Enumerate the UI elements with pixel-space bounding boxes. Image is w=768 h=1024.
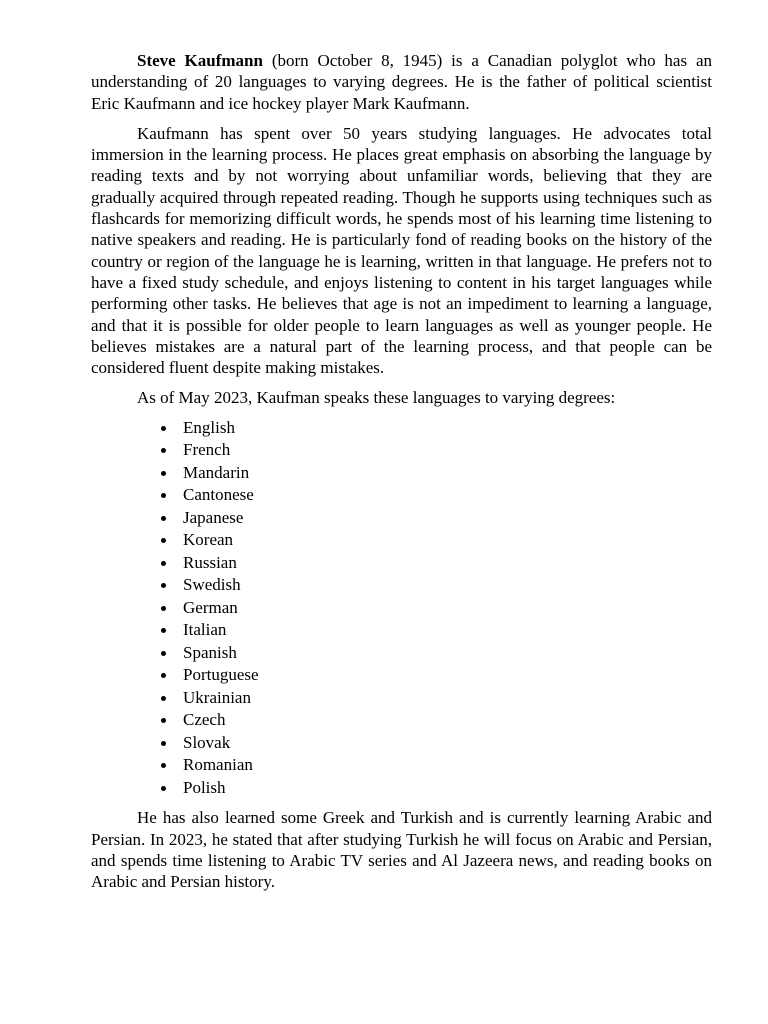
language-label: Russian bbox=[183, 552, 237, 572]
bullet-icon bbox=[161, 583, 166, 588]
current-study-paragraph: He has also learned some Greek and Turkish and is currently learning Arabic and Persian. In 2023, he stated that after studying Turkish he will focus on Arabic and Persian, and spends time listening to Arabic TV series and Al Jazeera news, and reading books on Arabic and Persian history. bbox=[91, 808, 712, 892]
bullet-icon bbox=[161, 538, 166, 543]
bullet-icon bbox=[161, 628, 166, 633]
language-label: Romanian bbox=[183, 755, 253, 775]
bullet-icon bbox=[161, 561, 166, 566]
language-label: Spanish bbox=[183, 642, 237, 662]
list-item bbox=[91, 732, 712, 755]
language-label: Swedish bbox=[183, 575, 241, 595]
list-item bbox=[91, 642, 712, 665]
bullet-icon bbox=[161, 696, 166, 701]
intro-paragraph-text: (born October 8, 1945) is a Canadian polyglot who has an understanding of 20 languages to varying degrees. He is the father of political scientist Eric Kaufmann and ice hockey player Mark Kaufmann. bbox=[91, 51, 712, 113]
list-item bbox=[91, 417, 712, 440]
bullet-icon bbox=[161, 651, 166, 656]
language-label: Czech bbox=[183, 710, 226, 730]
subject-name: Steve Kaufmann bbox=[137, 51, 263, 70]
bullet-icon bbox=[161, 448, 166, 453]
languages-intro-paragraph: As of May 2023, Kaufman speaks these languages to varying degrees: bbox=[137, 388, 616, 408]
list-item bbox=[91, 597, 712, 620]
bullet-icon bbox=[161, 741, 166, 746]
bullet-icon bbox=[161, 673, 166, 678]
language-label: Portuguese bbox=[183, 665, 259, 685]
bullet-icon bbox=[161, 763, 166, 768]
language-label: English bbox=[183, 417, 235, 437]
list-item bbox=[91, 754, 712, 777]
language-label: Mandarin bbox=[183, 462, 250, 482]
bullet-icon bbox=[161, 516, 166, 521]
language-label: French bbox=[183, 440, 231, 460]
list-item bbox=[91, 777, 712, 800]
bullet-icon bbox=[161, 786, 166, 791]
bullet-icon bbox=[161, 606, 166, 611]
list-item bbox=[91, 507, 712, 530]
list-item bbox=[91, 552, 712, 575]
bullet-icon bbox=[161, 426, 166, 431]
languages-list bbox=[91, 417, 712, 800]
list-item bbox=[91, 687, 712, 710]
list-item bbox=[91, 709, 712, 732]
list-item bbox=[91, 619, 712, 642]
language-label: Japanese bbox=[183, 507, 244, 527]
intro-paragraph bbox=[91, 50, 712, 114]
list-item bbox=[91, 484, 712, 507]
language-label: Polish bbox=[183, 777, 226, 797]
language-label: Slovak bbox=[183, 732, 231, 752]
methods-paragraph: Kaufmann has spent over 50 years studying languages. He advocates total immersion in the learning process. He places great emphasis on absorbing the language by reading texts and by not worrying about unfamiliar words, believing that they are gradually acquired through repeated reading. Though he supports using techniques such as flashcards for memorizing difficult words, he spends most of his learning time listening to native speakers and reading. He is particularly fond of reading books on the history of the country or region of the language he is learning, written in that language. He prefers not to have a fixed study schedule, and enjoys listening to content in his target languages while performing other tasks. He believes that age is not an impediment to learning a language, and that it is possible for older people to learn languages as well as younger people. He believes mistakes are a natural part of the learning process, and that people can be considered fluent despite making mistakes. bbox=[91, 123, 712, 378]
document-body bbox=[91, 50, 712, 892]
language-label: Ukrainian bbox=[183, 687, 251, 707]
language-label: Korean bbox=[183, 530, 234, 550]
list-item bbox=[91, 574, 712, 597]
list-item bbox=[91, 664, 712, 687]
list-item bbox=[91, 529, 712, 552]
language-label: German bbox=[183, 597, 238, 617]
list-item bbox=[91, 462, 712, 485]
language-label: Cantonese bbox=[183, 485, 254, 505]
language-label: Italian bbox=[183, 620, 227, 640]
list-item bbox=[91, 439, 712, 462]
bullet-icon bbox=[161, 718, 166, 723]
bullet-icon bbox=[161, 493, 166, 498]
bullet-icon bbox=[161, 471, 166, 476]
